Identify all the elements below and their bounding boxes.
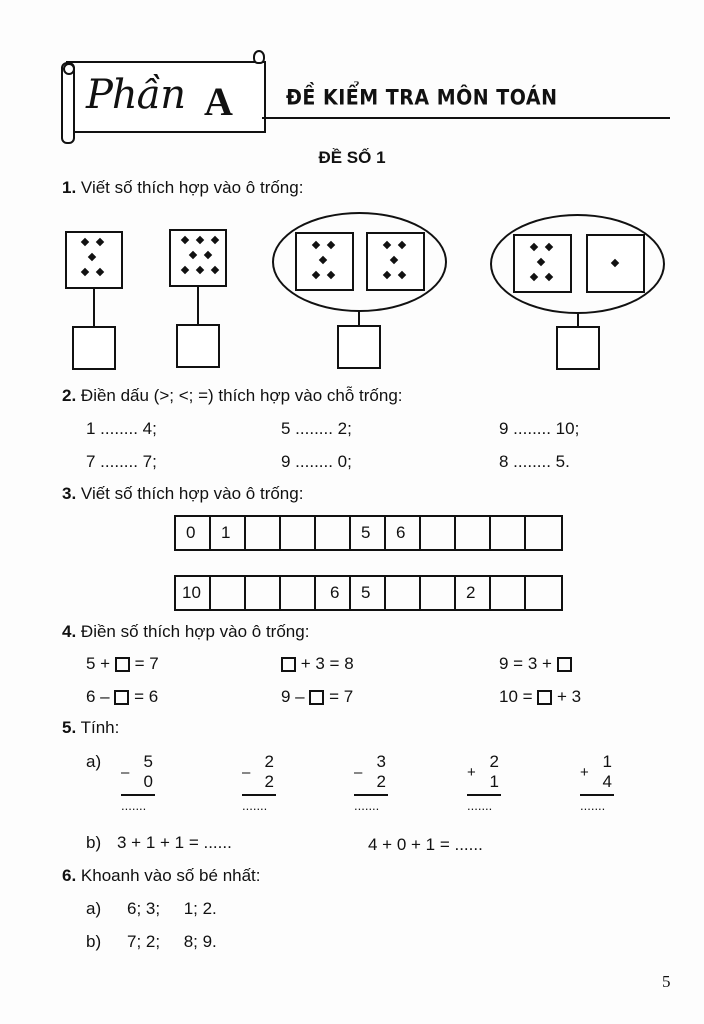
operator: – [121, 764, 130, 781]
answer-blank[interactable]: ....... [354, 798, 380, 813]
blank-box[interactable] [115, 657, 130, 672]
blank-box[interactable] [537, 690, 552, 705]
comparison-item[interactable]: 1 ........ 4; [86, 419, 157, 438]
sequence-cell[interactable] [316, 517, 351, 549]
column-subtraction [119, 752, 159, 822]
bottom-operand: 0 [143, 772, 153, 791]
sequence-cell[interactable]: 10 [176, 577, 211, 609]
answer-blank[interactable]: ....... [580, 798, 606, 813]
sequence-cell[interactable] [281, 577, 316, 609]
number-list[interactable]: 7; 2; 8; 9. [127, 932, 217, 951]
sum-line [467, 794, 501, 796]
connector-line [577, 313, 579, 327]
sequence-cell[interactable] [246, 517, 281, 549]
blank-box[interactable] [114, 690, 129, 705]
sequence-cell[interactable] [211, 577, 246, 609]
question-3-prompt: 3. Viết số thích hợp vào ô trống: [62, 484, 304, 503]
answer-blank[interactable]: ....... [121, 798, 147, 813]
equation-item: 10 = + 3 [499, 687, 582, 706]
sum-line [242, 794, 276, 796]
sequence-cell[interactable] [246, 577, 281, 609]
top-operand: 2 [264, 752, 274, 771]
sum-line [580, 794, 614, 796]
question-2-prompt: 2. Điền dấu (>; <; =) thích hợp vào chỗ trống: [62, 386, 403, 405]
scroll-curl-icon [253, 50, 265, 64]
top-operand: 1 [602, 752, 612, 771]
blank-box[interactable] [281, 657, 296, 672]
sequence-cell[interactable] [526, 517, 561, 549]
equation-item: + 3 = 8 [281, 654, 354, 674]
operator: – [354, 764, 363, 781]
equation-item: 9 = 3 + [499, 654, 572, 674]
sequence-cell[interactable]: 5 [351, 577, 386, 609]
sequence-cell[interactable] [526, 577, 561, 609]
answer-box[interactable] [176, 324, 220, 368]
answer-box[interactable] [337, 325, 381, 369]
blank-box[interactable] [557, 657, 572, 672]
operator: + [467, 764, 476, 781]
sequence-cell[interactable] [421, 517, 456, 549]
top-operand: 5 [143, 752, 153, 771]
sum-line [121, 794, 155, 796]
sequence-cell[interactable]: 0 [176, 517, 211, 549]
die-eight [169, 229, 227, 287]
question-6-prompt: 6. Khoanh vào số bé nhất: [62, 866, 261, 885]
expression-item[interactable]: 4 + 0 + 1 = ...... [368, 835, 483, 854]
banner-script-text: Phần [86, 72, 185, 118]
sequence-cell[interactable] [421, 577, 456, 609]
sequence-cell[interactable]: 1 [211, 517, 246, 549]
equation-item: 6 – = 6 [86, 687, 159, 706]
question-1-prompt: 1. Viết số thích hợp vào ô trống: [62, 178, 304, 197]
banner-letter: A [204, 79, 233, 124]
sequence-cell[interactable]: 5 [351, 517, 386, 549]
bottom-operand: 1 [489, 772, 499, 791]
die-one [586, 234, 645, 293]
part-b-label: b) [86, 932, 102, 951]
part-a-label: a) [86, 899, 102, 918]
equation-item: 9 – = 7 [281, 687, 354, 706]
connector-line [93, 289, 95, 327]
column-subtraction [240, 752, 280, 822]
sequence-cell[interactable] [281, 517, 316, 549]
number-sequence-row-1 [174, 515, 563, 551]
exam-title: ĐỀ SỐ 1 [318, 148, 386, 167]
blank-box[interactable] [309, 690, 324, 705]
question-4-prompt: 4. Điền số thích hợp vào ô trống: [62, 622, 310, 641]
answer-blank[interactable]: ....... [467, 798, 493, 813]
column-subtraction [352, 752, 392, 822]
answer-box[interactable] [72, 326, 116, 370]
sum-line [354, 794, 388, 796]
connector-line [197, 287, 199, 324]
die-five [513, 234, 572, 293]
page-number: 5 [662, 972, 671, 991]
heading-underline [262, 117, 670, 119]
sequence-cell[interactable] [491, 577, 526, 609]
column-addition [578, 752, 618, 822]
comparison-item[interactable]: 8 ........ 5. [499, 452, 570, 471]
comparison-item[interactable]: 9 ........ 0; [281, 452, 352, 471]
column-addition [465, 752, 505, 822]
sequence-cell[interactable]: 6 [386, 517, 421, 549]
operator: + [580, 764, 589, 781]
top-operand: 3 [376, 752, 386, 771]
question-5-prompt: 5. Tính: [62, 718, 120, 737]
operator: – [242, 764, 251, 781]
part-a-label: a) [86, 752, 102, 771]
number-list[interactable]: 6; 3; 1; 2. [127, 899, 217, 918]
sequence-cell[interactable] [491, 517, 526, 549]
die-five [295, 232, 354, 291]
die-five [366, 232, 425, 291]
answer-blank[interactable]: ....... [242, 798, 268, 813]
scroll-curl-icon [63, 63, 75, 75]
connector-line [358, 311, 360, 326]
die-five [65, 231, 123, 289]
bottom-operand: 4 [602, 772, 612, 791]
top-operand: 2 [489, 752, 499, 771]
bottom-operand: 2 [264, 772, 274, 791]
page-heading: ĐỀ KIỂM TRA MÔN TOÁN [286, 85, 558, 111]
sequence-cell[interactable]: 2 [456, 577, 491, 609]
sequence-cell[interactable] [386, 577, 421, 609]
comparison-item[interactable]: 9 ........ 10; [499, 419, 580, 438]
sequence-cell[interactable]: 6 [316, 577, 351, 609]
equation-item: 5 + = 7 [86, 654, 159, 673]
comparison-item[interactable]: 7 ........ 7; [86, 452, 157, 471]
bottom-operand: 2 [376, 772, 386, 791]
comparison-item[interactable]: 5 ........ 2; [281, 419, 352, 438]
number-sequence-row-2 [174, 575, 563, 611]
expression-item[interactable]: 3 + 1 + 1 = ...... [117, 833, 232, 852]
sequence-cell[interactable] [456, 517, 491, 549]
answer-box[interactable] [556, 326, 600, 370]
part-b-label: b) [86, 833, 102, 852]
